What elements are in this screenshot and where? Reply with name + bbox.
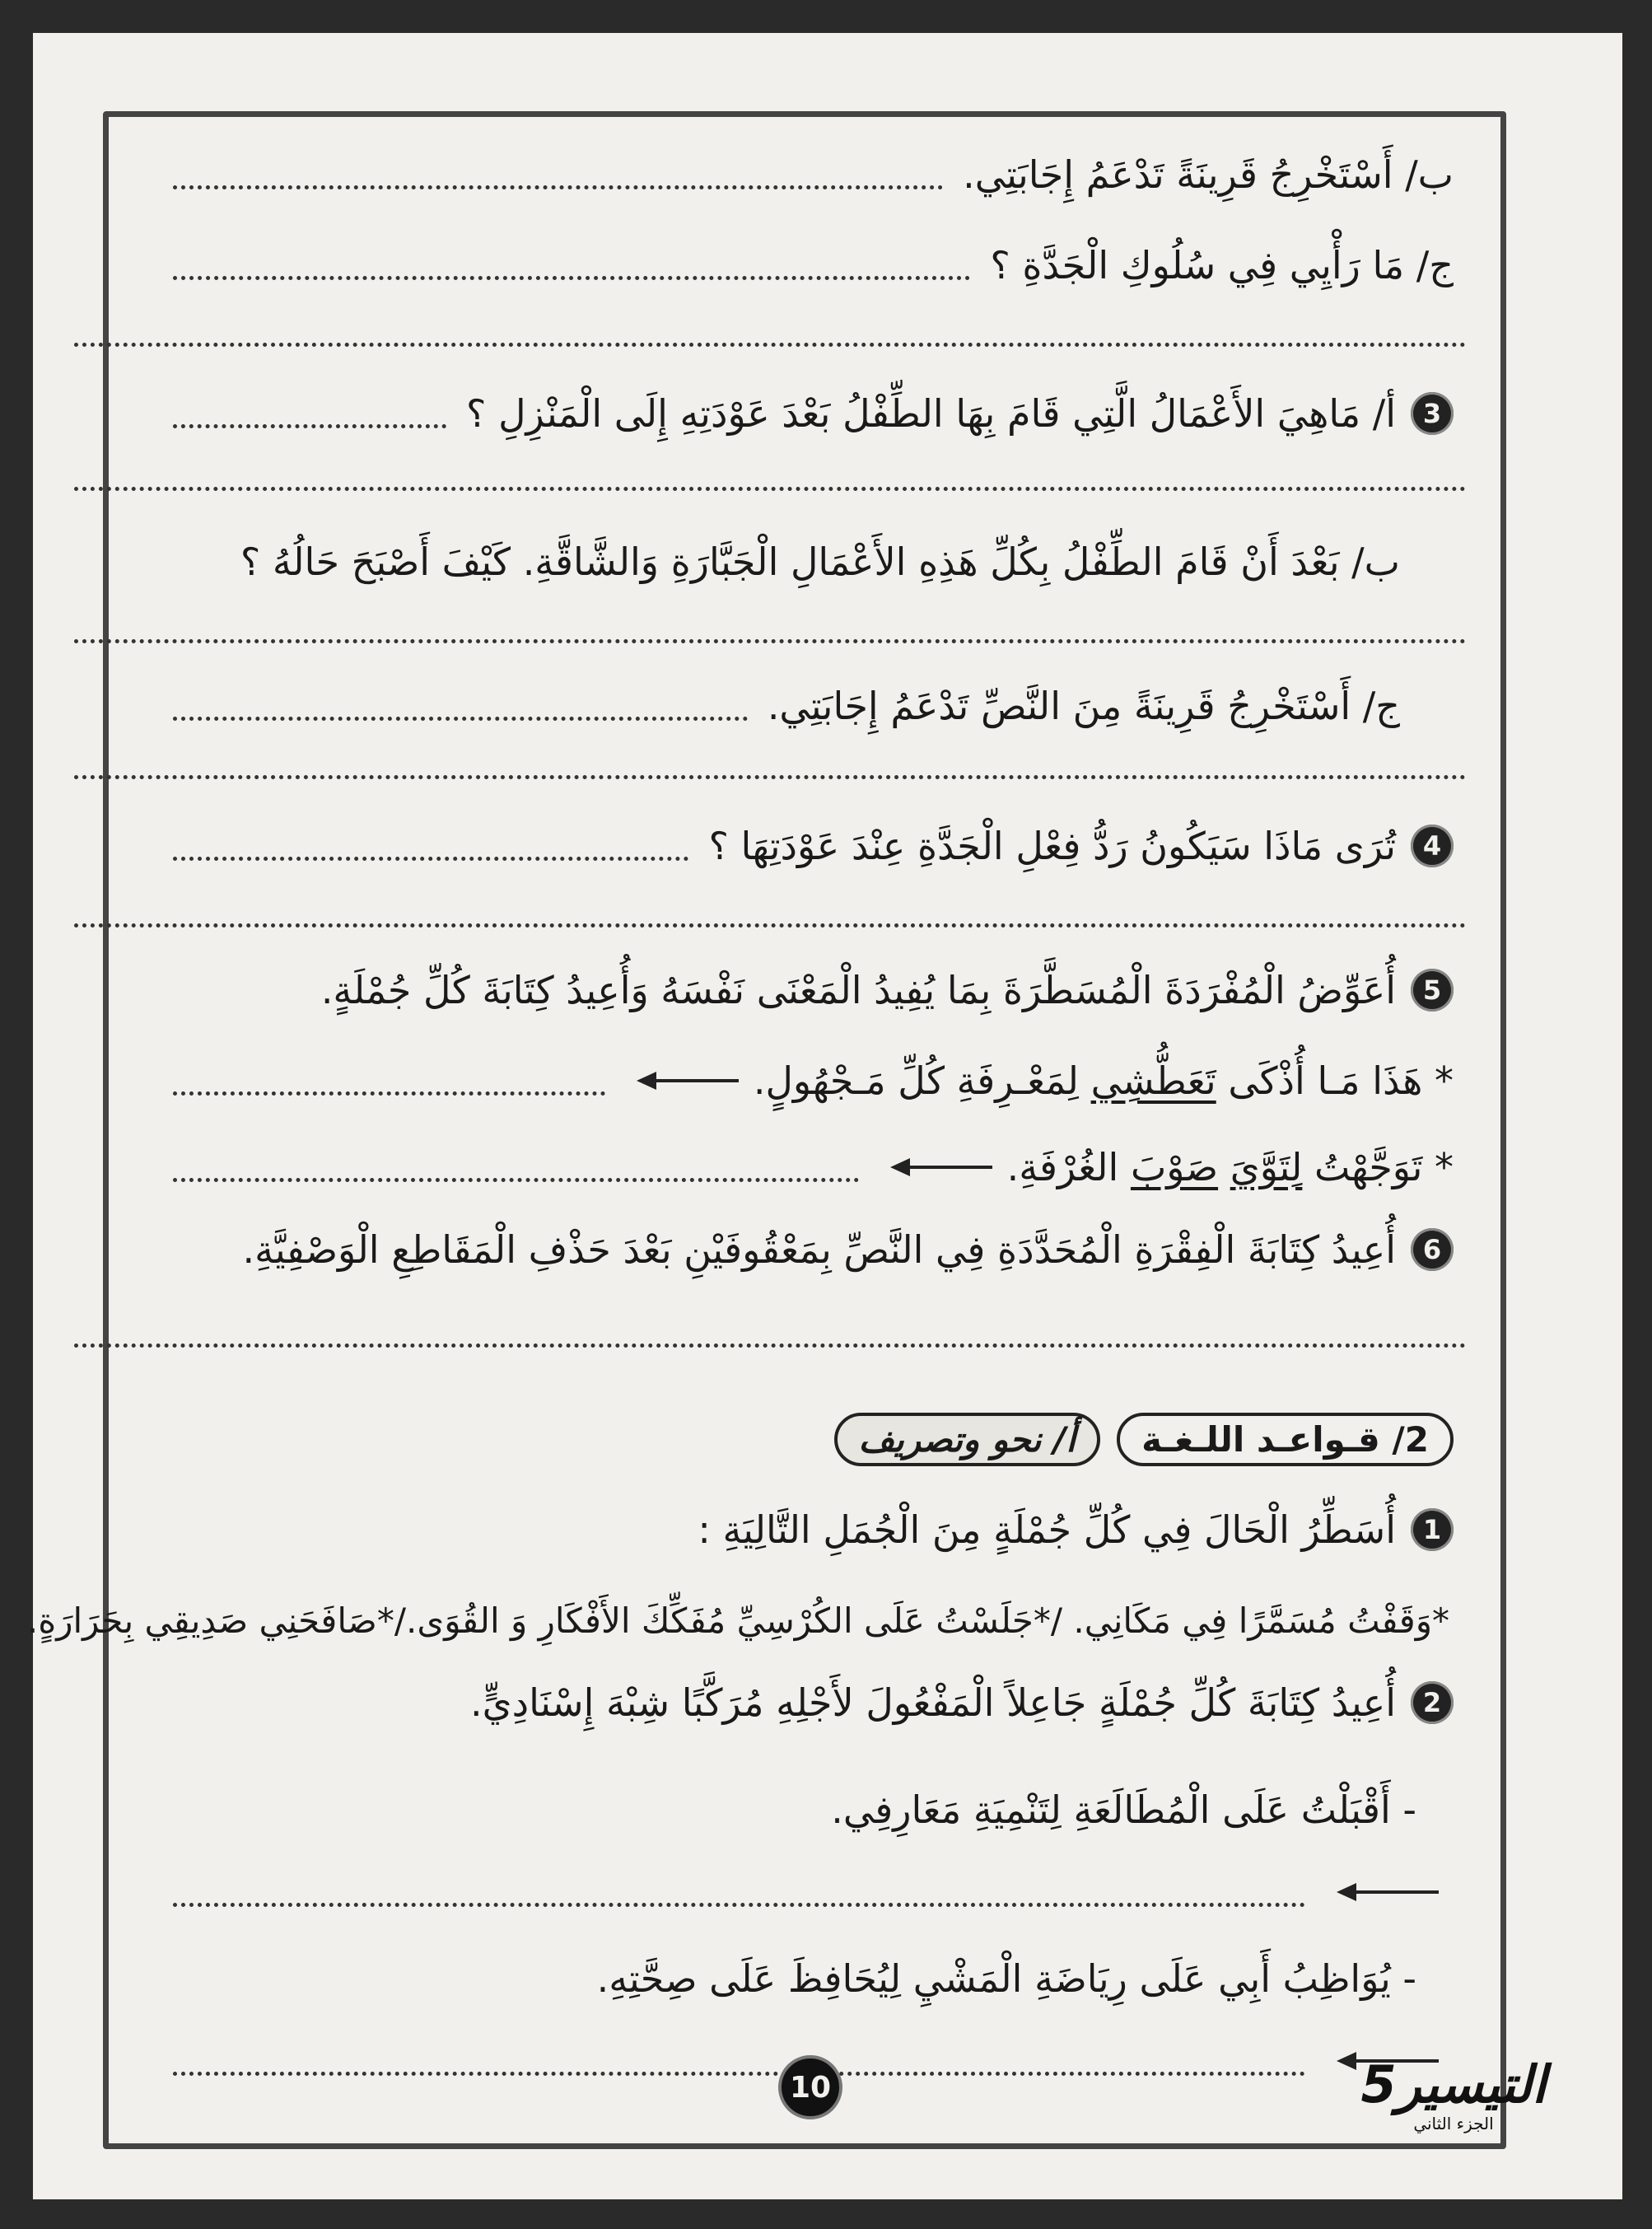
- logo-brand: التيسير5: [1360, 2054, 1547, 2115]
- answer-line[interactable]: [173, 2067, 1305, 2076]
- grammar-question-2-answer-1: [173, 1866, 1454, 1918]
- underlined-word: صَوْبَ: [1130, 1145, 1219, 1189]
- question-1b-text: ب/ أَسْتَخْرِجُ قَرِينَةً تَدْعَمُ إِجَابَتِي.: [963, 152, 1454, 197]
- question-number-badge: 6: [1411, 1228, 1454, 1271]
- grammar-question-2-sentence-1: [831, 1783, 1416, 1836]
- arrow-icon: [1340, 1890, 1439, 1894]
- grammar-header: [818, 1413, 1454, 1465]
- question-1b: [173, 148, 1454, 201]
- answer-line[interactable]: [173, 419, 446, 428]
- answer-line[interactable]: [173, 1173, 859, 1182]
- question-5-text: أُعَوِّضُ الْمُفْرَدَةَ الْمُسَطَّرَةَ بِمَا يُفِيدُ الْمَعْنَى نَفْسَهُ وَأُعِيدُ كِتَابَةَ كُلِّ جُمْلَةٍ.: [320, 968, 1396, 1012]
- question-3c-text: ج/ أَسْتَخْرِجُ قَرِينَةً مِنَ النَّصِّ تَدْعَمُ إِجَابَتِي.: [767, 684, 1400, 728]
- question-3a: [173, 387, 1454, 440]
- section-label: 2/ قـواعـد اللـغـة: [1117, 1413, 1454, 1466]
- question-4: [173, 820, 1454, 872]
- sentence-text: لِمَعْـرِفَةِ كُلِّ مَـجْهُولٍ.: [753, 1058, 1079, 1103]
- question-5-sentence-1: [173, 1054, 1454, 1107]
- answer-line[interactable]: [173, 271, 970, 280]
- question-1c: [173, 239, 1454, 292]
- page-number: 10: [778, 2055, 842, 2119]
- answer-line[interactable]: [74, 918, 1466, 928]
- publisher-logo: [1360, 2043, 1547, 2150]
- question-6: [243, 1223, 1454, 1276]
- question-3c: [173, 680, 1400, 732]
- question-3b-text: ب/ بَعْدَ أَنْ قَامَ الطِّفْلُ بِكُلِّ هَذِهِ الأَعْمَالِ الْجَبَّارَةِ وَالشَّاقَّةِ. كَيْفَ أَصْبَحَ حَالُهُ ؟: [240, 540, 1400, 584]
- question-3a-text: أ/ مَاهِيَ الأَعْمَالُ الَّتِي قَامَ بِهَا الطِّفْلُ بَعْدَ عَوْدَتِهِ إِلَى الْمَنْزِلِ ؟: [466, 391, 1396, 436]
- underlined-word: لِتَوَّيَ: [1230, 1145, 1303, 1189]
- question-number-badge: 5: [1411, 969, 1454, 1012]
- worksheet-page: [26, 33, 1622, 2199]
- sentences-text: *وَقَفْتُ مُسَمَّرًا فِي مَكَانِي. /*جَلَسْتُ عَلَى الكُرْسِيِّ مُفَكِّكَ الأَفْكَارِ وَ القُوَى./*صَافَحَنِي صَدِيقِي بِحَرَارَةٍ.: [26, 1600, 1449, 1641]
- question-number-badge: 4: [1411, 825, 1454, 867]
- grammar-question-1: [698, 1503, 1454, 1556]
- question-number-badge: 3: [1411, 392, 1454, 435]
- answer-line[interactable]: [74, 338, 1466, 347]
- sentence-text: - يُوَاظِبُ أَبِي عَلَى رِيَاضَةِ الْمَشْيِ لِيُحَافِظَ عَلَى صِحَّتِهِ.: [596, 1956, 1416, 2001]
- question-6-text: أُعِيدُ كِتَابَةَ الْفِقْرَةِ الْمُحَدَّدَةِ فِي النَّصِّ بِمَعْقُوفَيْنِ بَعْدَ حَذْفِ الْمَقَاطِعِ الْوَصْفِيَّةِ.: [242, 1227, 1396, 1272]
- grammar-question-1-sentences: [27, 1594, 1449, 1647]
- grammar-question-1-text: أُسَطِّرُ الْحَالَ فِي كُلِّ جُمْلَةٍ مِنَ الْجُمَلِ التَّالِيَةِ :: [698, 1507, 1396, 1552]
- question-number-badge: 1: [1411, 1508, 1454, 1551]
- arrow-icon: [640, 1079, 739, 1082]
- question-4-text: تُرَى مَاذَا سَيَكُونُ رَدُّ فِعْلِ الْجَدَّةِ عِنْدَ عَوْدَتِهَا ؟: [708, 824, 1396, 868]
- answer-line[interactable]: [173, 1086, 605, 1096]
- underlined-word: تَعَطُّشِي: [1090, 1058, 1216, 1103]
- question-5-sentence-2: [173, 1141, 1454, 1194]
- subsection-label: أ/ نحو وتصريف: [834, 1413, 1100, 1466]
- sentence-text: * تَوَجَّهْتُ: [1314, 1145, 1454, 1189]
- arrow-icon: [894, 1166, 992, 1169]
- answer-line[interactable]: [74, 482, 1466, 491]
- answer-line[interactable]: [173, 1898, 1305, 1907]
- sentence-text: الغُرْفَةِ.: [1006, 1145, 1119, 1189]
- answer-line[interactable]: [74, 770, 1466, 779]
- answer-line[interactable]: [173, 852, 688, 861]
- sentence-text: * هَذَا مَـا أُذْكَى: [1228, 1058, 1454, 1103]
- answer-line[interactable]: [173, 180, 943, 189]
- question-number-badge: 2: [1411, 1681, 1454, 1724]
- question-1c-text: ج/ مَا رَأْيِي فِي سُلُوكِ الْجَدَّةِ ؟: [990, 243, 1454, 287]
- grammar-question-2-sentence-2: [597, 1952, 1416, 2005]
- answer-line[interactable]: [74, 634, 1466, 643]
- sentence-text: - أَقْبَلْتُ عَلَى الْمُطَالَعَةِ لِتَنْمِيَةِ مَعَارِفِي.: [831, 1787, 1416, 1832]
- answer-line[interactable]: [173, 712, 748, 721]
- question-5: [321, 964, 1454, 1016]
- grammar-question-2: [470, 1676, 1454, 1729]
- question-3b: [240, 535, 1400, 588]
- answer-line[interactable]: [74, 1339, 1466, 1348]
- grammar-question-2-text: أُعِيدُ كِتَابَةَ كُلِّ جُمْلَةٍ جَاعِلاً الْمَفْعُولَ لأَجْلِهِ مُرَكَّبًا شِبْهَ إِسْنَادِيٍّ.: [470, 1680, 1396, 1725]
- logo-subtitle: الجزء الثاني: [1413, 2114, 1494, 2133]
